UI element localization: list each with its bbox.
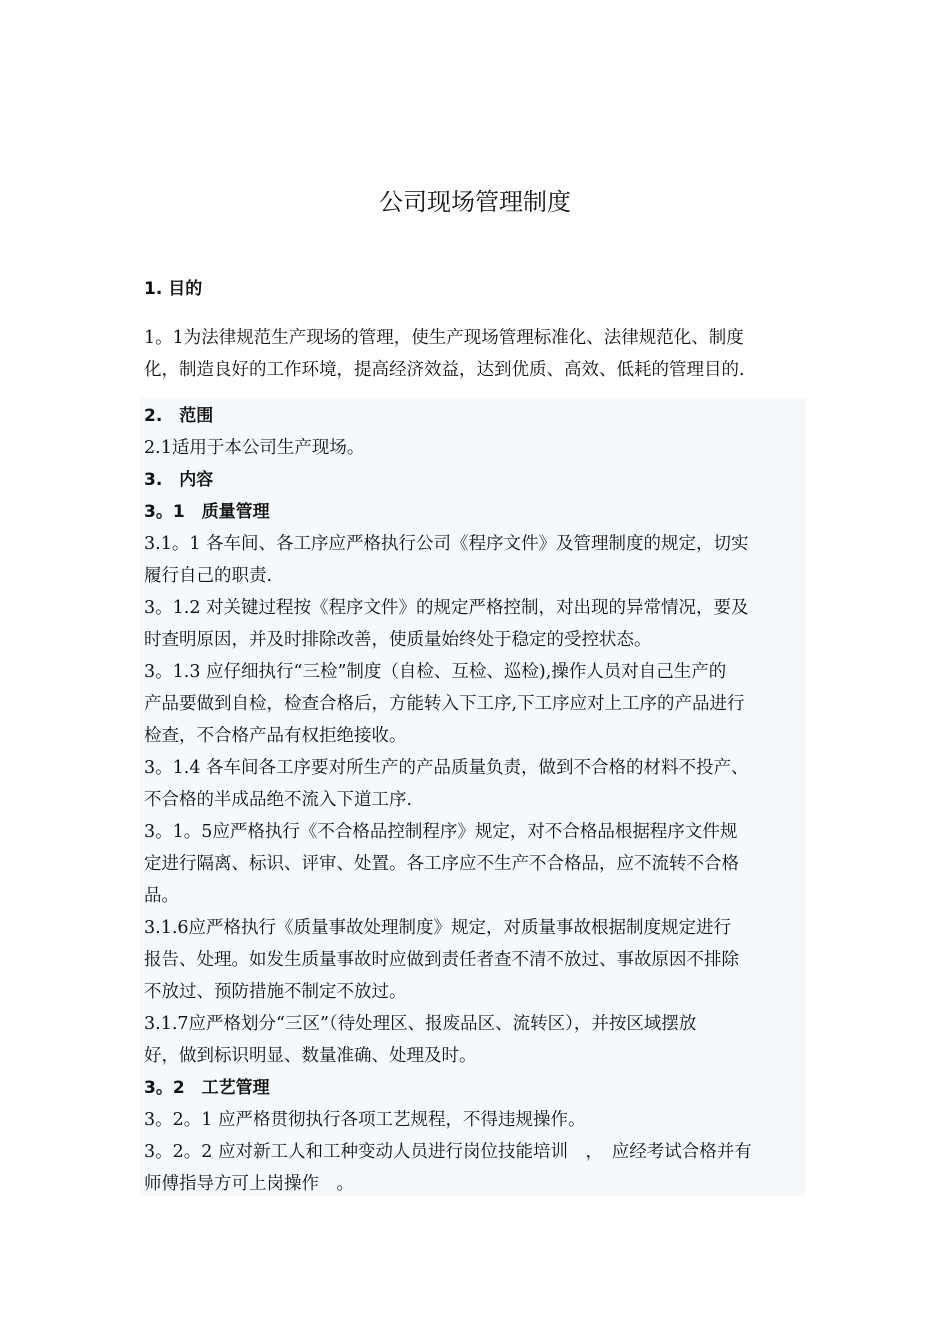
- section-heading: 3。1 质量管理: [144, 502, 270, 522]
- section-heading: 2. 范围: [144, 406, 214, 426]
- paragraph-line: 好，做到标识明显、数量准确、处理及时。: [144, 1046, 477, 1066]
- paragraph-line: 师傅指导方可上岗操作 。: [144, 1174, 354, 1194]
- paragraph-line: 3.1.7应严格划分“三区”（待处理区、报废品区、流转区），并按区域摆放: [144, 1014, 697, 1034]
- paragraph-line: 3.1。1 各车间、各工序应严格执行公司《程序文件》及管理制度的规定，切实: [144, 534, 749, 554]
- paragraph-line: 检查，不合格产品有权拒绝接收。: [144, 726, 407, 746]
- section-heading-purpose: 1. 目的: [144, 279, 203, 299]
- section-heading: 3。2 工艺管理: [144, 1078, 270, 1098]
- paragraph-line: 履行自己的职责.: [144, 566, 273, 586]
- paragraph-line: 时查明原因，并及时排除改善，使质量始终处于稳定的受控状态。: [144, 630, 652, 650]
- paragraph-line: 品。: [144, 886, 179, 906]
- paragraph-line: 1。1为法律规范生产现场的管理，使生产现场管理标准化、法律规范化、制度: [144, 328, 744, 348]
- paragraph-line: 3.1.6应严格执行《质量事故处理制度》规定，对质量事故根据制度规定进行: [144, 918, 732, 938]
- paragraph-line: 定进行隔离、标识、评审、处置。各工序应不生产不合格品，应不流转不合格: [144, 854, 739, 874]
- paragraph-line: 不放过、预防措施不制定不放过。: [144, 982, 407, 1002]
- paragraph-line: 产品要做到自检，检查合格后，方能转入下工序,下工序应对上工序的产品进行: [144, 694, 745, 714]
- paragraph-line: 3。1.3 应仔细执行“三检”制度（自检、互检、巡检),操作人员对自己生产的: [144, 662, 727, 682]
- paragraph-line: 3。1.4 各车间各工序要对所生产的产品质量负责，做到不合格的材料不投产、: [144, 758, 749, 778]
- paragraph-line: 3。1。5应严格执行《不合格品控制程序》规定，对不合格品根据程序文件规: [144, 822, 738, 842]
- paragraph-line: 报告、处理。如发生质量事故时应做到责任者查不清不放过、事故原因不排除: [144, 950, 739, 970]
- section-heading: 3. 内容: [144, 470, 214, 490]
- section-purpose: [144, 273, 806, 305]
- paragraph-line: 不合格的半成品绝不流入下道工序.: [144, 790, 413, 810]
- paragraph-line: 2.1适用于本公司生产现场。: [144, 438, 365, 458]
- document-body: [144, 400, 806, 1200]
- section-purpose-body: [144, 322, 806, 386]
- document-title: 公司现场管理制度: [379, 188, 571, 216]
- paragraph-line: 3。2。1 应严格贯彻执行各项工艺规程，不得违规操作。: [144, 1110, 586, 1130]
- paragraph-line: 3。1.2 对关键过程按《程序文件》的规定严格控制，对出现的异常情况，要及: [144, 598, 749, 618]
- paragraph-line: 化，制造良好的工作环境，提高经济效益，达到优质、高效、低耗的管理目的.: [144, 360, 745, 380]
- paragraph-line: 3。2。2 应对新工人和工种变动人员进行岗位技能培训 ， 应经考试合格并有: [144, 1142, 752, 1162]
